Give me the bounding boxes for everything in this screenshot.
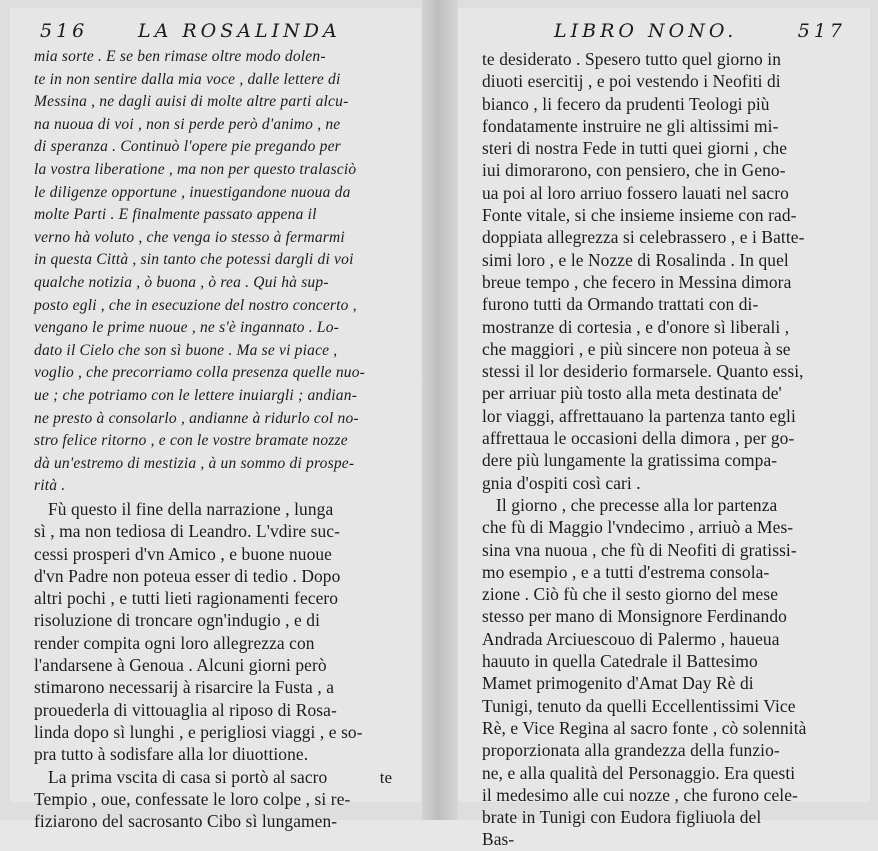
text-line: fiziarono del sacrosanto Cibo sì lungamen-: [34, 811, 338, 832]
text-line: na nuoua di voi , non si perde però d'animo , ne: [34, 115, 341, 133]
text-line: Tempio , oue, confessate le loro colpe , si re-: [34, 788, 351, 809]
text-line: qualche notizia , ò buona , ò rea . Qui hà sup-: [34, 273, 329, 291]
text-line: linda dopo sì lunghi , e perigliosi viaggi , e so-: [34, 721, 363, 742]
text-line: posto egli , che in esecuzione del nostro concerto ,: [34, 296, 357, 314]
text-line: La prima vscita di casa si portò al sacro: [48, 766, 328, 787]
text-line: sì , ma non tediosa di Leandro. L'vdire suc-: [34, 521, 340, 542]
text-line: affrettaua le occasioni della dimora , per go-: [482, 428, 795, 449]
text-line: dere più lungamente la gratissima compa-: [482, 450, 778, 471]
text-line: ne, e alla qualità del Personaggio. Era questi: [482, 762, 796, 783]
right-page-number: 517: [797, 20, 846, 42]
text-line: risoluzione di troncare ogn'indugio , e di: [34, 610, 320, 631]
text-line: molte Parti . E finalmente passato appena il: [34, 206, 317, 224]
text-line: zione . Ciò fù che il sesto giorno del mese: [482, 584, 779, 605]
text-line: d'vn Padre non poteua esser di tedio . Dopo: [34, 565, 341, 586]
text-line: verno hà voluto , che venga io stesso à fermarmi: [34, 228, 345, 246]
text-line: stessi il lor desiderio formarsele. Quanto essi,: [482, 361, 804, 382]
text-line: lor viaggi, affrettauano la partenza tanto egli: [482, 405, 796, 426]
text-line: Rè, e Vice Regina al sacro fonte , cò solennità: [482, 717, 807, 738]
text-line: le diligenze opportune , inuestigandone nuoua da: [34, 183, 351, 201]
text-line: mo esempio , e a tutti d'estrema consola-: [482, 561, 770, 582]
text-line: stesso per mano di Monsignore Ferdinando: [482, 606, 787, 627]
text-line: proporzionata alla grandezza della funzio-: [482, 740, 780, 761]
text-line: mia sorte . E se ben rimase oltre modo dolen-: [34, 48, 326, 65]
text-line: pra tutto à sodisfare alla lor diuottione.: [34, 744, 309, 765]
text-line: cessi prosperi d'vn Amico , e buone nuoue: [34, 543, 332, 564]
text-line: hauuto in quella Catedrale il Battesimo: [482, 651, 758, 672]
text-line: Bas-: [482, 829, 515, 850]
text-line: dato il Cielo che son sì buone . Ma se vi piace ,: [34, 341, 338, 359]
right-running-head: [482, 20, 852, 50]
text-line: render compita ogni loro allegrezza con: [34, 632, 315, 653]
text-line: di speranza . Continuò l'opere pie pregando per: [34, 138, 341, 156]
text-line: steri di nostra Fede in tutti quei giorni , che: [482, 138, 788, 159]
text-line: Tunigi, tenuto da quelli Eccellentissimi Vice: [482, 695, 796, 716]
text-line: la vostra liberatione , ma non per questo tralasciò: [34, 160, 357, 178]
text-line: che fù di Maggio l'vndecimo , arriuò a Mes-: [482, 517, 794, 538]
text-line: mostranze di cortesia , e d'onore sì liberali ,: [482, 316, 790, 337]
text-line: brate in Tunigi con Eudora figliuola del: [482, 807, 762, 828]
text-line: te desiderato . Spesero tutto quel giorno in: [482, 49, 782, 69]
text-line: ua poi al loro arriuo fossero lauati nel sacro: [482, 182, 789, 203]
text-line: prouederla di vittouaglia al riposo di Rosa-: [34, 699, 337, 720]
text-line: Mamet primogenito d'Amat Day Rè di: [482, 673, 754, 694]
text-line: ue ; che potriamo con le lettere inuiargli ; andian-: [34, 386, 358, 404]
text-line: diuoti esercitij , e poi vestendo i Neofiti di: [482, 71, 781, 92]
left-running-title: LA ROSALINDA: [138, 20, 341, 42]
text-line: te in non sentire dalla mia voce , dalle lettere di: [34, 70, 341, 88]
text-line: stimarono necessarij à risarcire la Fusta , a: [34, 677, 335, 698]
text-line: sina vna nuoua , che fù di Neofiti di gratissi-: [482, 539, 797, 560]
book-gutter: [422, 0, 458, 820]
text-line: stro felice ritorno , e con le vostre bramate nozze: [34, 432, 348, 450]
text-line: per arriuar più tosto alla meta destinata de': [482, 383, 782, 404]
text-line: gnia d'ospiti così cari .: [482, 472, 641, 493]
right-running-title: LIBRO NONO.: [554, 20, 738, 42]
text-line: Fonte vitale, si che insieme insieme con rad-: [482, 205, 797, 226]
text-line: fondatamente instruire ne gli altissimi mi-: [482, 115, 779, 136]
text-line: dà un'estremo di mestizia , à un sommo di prospe-: [34, 454, 355, 472]
text-line: l'andarsene à Genoua . Alcuni giorni però: [34, 655, 327, 676]
text-line: Messina , ne dagli auisi di molte altre parti alcu-: [34, 93, 349, 111]
text-line: iui dimorarono, con pensiero, che in Geno-: [482, 160, 786, 181]
right-page: [458, 8, 870, 850]
left-page: [10, 8, 422, 832]
right-text-block: [482, 48, 856, 851]
text-line: simi loro , e le Nozze di Rosalinda . In quel: [482, 249, 789, 270]
text-line: furono tutti da Ormando trattati con di-: [482, 294, 759, 315]
text-line: breue tempo , che fecero in Messina dimora: [482, 271, 792, 292]
text-line: in questa Città , sin tanto che potessi dargli di voi: [34, 251, 354, 269]
text-line: bianco , li fecero da prudenti Teologi più: [482, 93, 770, 114]
text-line: che maggiori , e più sincere non poteua à se: [482, 338, 791, 359]
left-italic-block: [34, 46, 408, 498]
text-line: il medesimo alle cui nozze , che furono cele-: [482, 784, 798, 805]
left-page-number: 516: [40, 20, 89, 42]
text-line: ne presto à consolarlo , andianne à ridurlo col no-: [34, 409, 359, 427]
left-catchword: te: [379, 768, 392, 787]
text-line: Andrada Arciuescouo di Palermo , haueua: [482, 628, 780, 649]
text-line: altri pochi , e tutti lieti ragionamenti fecero: [34, 588, 339, 609]
text-line: Fù questo il fine della narrazione , lunga: [48, 499, 334, 519]
text-line: voglio , che precorriamo colla presenza quelle nuo-: [34, 364, 366, 382]
text-line: vengano le prime nuoue , ne s'è ingannato . Lo-: [34, 319, 340, 337]
text-line: Il giorno , che precesse alla lor partenza: [496, 494, 778, 515]
text-line: doppiata allegrezza si celebrassero , e i Batte-: [482, 227, 805, 248]
left-roman-block: [34, 498, 408, 832]
text-line: rità .: [34, 477, 66, 495]
